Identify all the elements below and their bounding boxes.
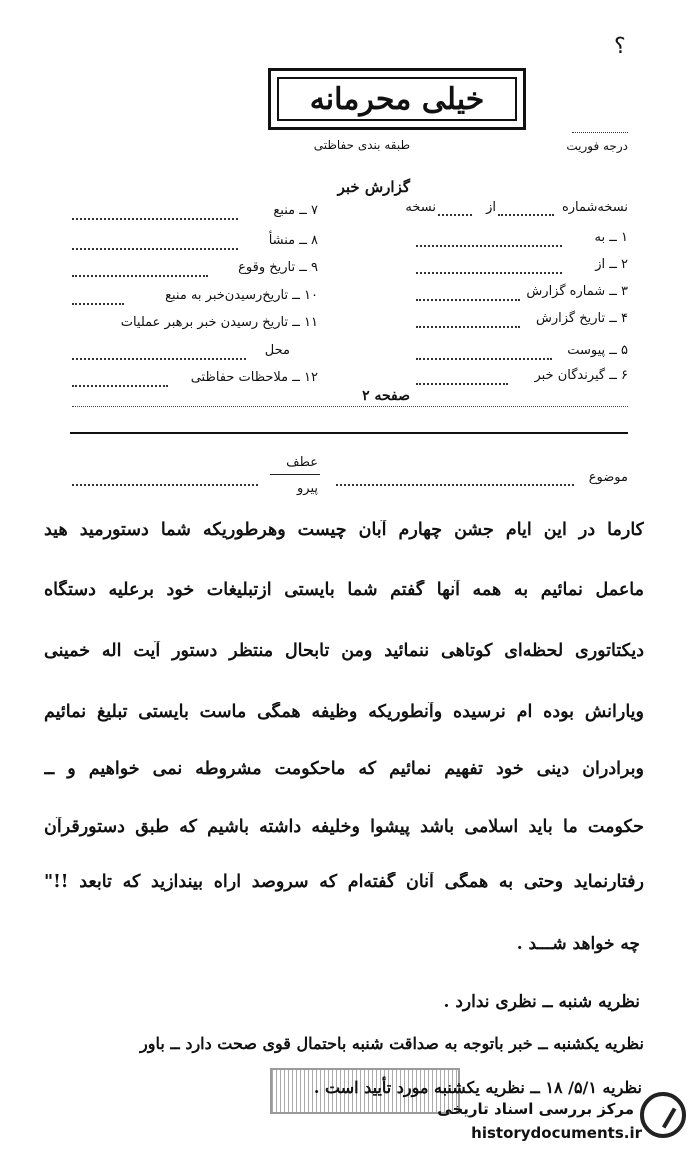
classification-stamp-text: خیلی محرمانه [277, 77, 517, 121]
opinion-dated: نظریه ۵/۱/ ۱۸ ــ نظریه یکشنبه مورد تأیید است . [313, 1078, 642, 1097]
form-title: گزارش خبر [337, 178, 410, 196]
field-news-to-source-date: ۱۰ ــ تاریخ‌رسیدن‌خبر به منبع [165, 288, 318, 303]
field-location: محل [264, 343, 290, 358]
follow-label: پیرو [297, 481, 318, 496]
ref-label: عطف [286, 455, 318, 470]
body-line: ویارانش بوده ام نرسیده وآنطوریکه وظیفه همگی ماست بایستی تبلیغ نمائیم [44, 702, 644, 722]
field-source: ۷ ــ منبع [273, 203, 318, 218]
opinion-saturday: نظریه شنبه ــ نظری ندارد . [443, 992, 640, 1012]
field-to: ۱ ــ به [594, 230, 628, 245]
field-event-date: ۹ ــ تاریخ وقوع [238, 260, 318, 275]
field-report-number: ۳ ــ شماره گزارش [526, 284, 628, 299]
field-report-date: ۴ ــ تاریخ گزارش [536, 311, 628, 326]
page-number-label: صفحه ۲ [362, 388, 410, 404]
copy-of-label: از [486, 200, 496, 215]
urgency-dots [572, 132, 628, 133]
corner-mark: ؟ [614, 34, 626, 59]
field-news-to-operations-date: ۱۱ ــ تاریخ رسیدن خبر برهبر عملیات [120, 315, 318, 330]
watermark-text-fa: مرکز بررسی اسناد تاریخی [437, 1100, 634, 1118]
urgency-label: درجه فوریت [566, 139, 628, 153]
field-security-notes: ۱۲ ــ ملاحظات حفاظتی [190, 370, 318, 385]
field-from: ۲ ــ از [595, 257, 628, 272]
body-line: ماعمل نمائیم به همه آنها گفتم شما بایستی ازتبلیغات خود برعلیه دستگاه [44, 580, 644, 600]
form-divider [70, 432, 628, 434]
field-attachment: ۵ ــ پیوست [567, 343, 628, 358]
copy-number-label: نسخه‌شماره [561, 200, 628, 215]
body-line: کارما در این ایام جشن چهارم آبان چیست وهرطوریکه شما دستورمید هید [44, 520, 644, 540]
classification-stamp [268, 68, 526, 130]
body-line: رفتارنماید وحتی به همگی آنان گفته‌ام که سروصد اراه بیندازید که تابعد !!" [44, 872, 644, 892]
watermark-url: historydocuments.ir [471, 1124, 642, 1142]
subject-label: موضوع [588, 470, 628, 485]
field-recipients: ۶ ــ گیرندگان خبر [534, 368, 628, 383]
body-line-last: چه خواهد شـــد . [516, 934, 640, 954]
archive-logo-icon [640, 1092, 686, 1138]
opinion-sunday: نظریه یکشنبه ــ خبر باتوجه به صداقت شنبه باحتمال قوی صحت دارد ــ باور [140, 1034, 644, 1053]
body-line: دیکتاتوری لحظه‌ای کوتاهی ننمائید ومن تابحال منتظر دستور آیت اله خمینی [44, 641, 644, 661]
field-origin: ۸ ــ منشأ [268, 233, 318, 248]
body-line: وبرادران دینی خود تفهیم نمائیم که ماحکومت مشروطه نمی خواهیم و ــ [44, 759, 644, 779]
body-line: حکومت ما باید اسلامی باشد پیشوا وخلیفه داشته باشیم که طبق دستورقرآن [44, 817, 644, 837]
classification-caption: طبقه بندی حفاظتی [313, 138, 410, 152]
copies-label: نسخه [405, 200, 436, 215]
